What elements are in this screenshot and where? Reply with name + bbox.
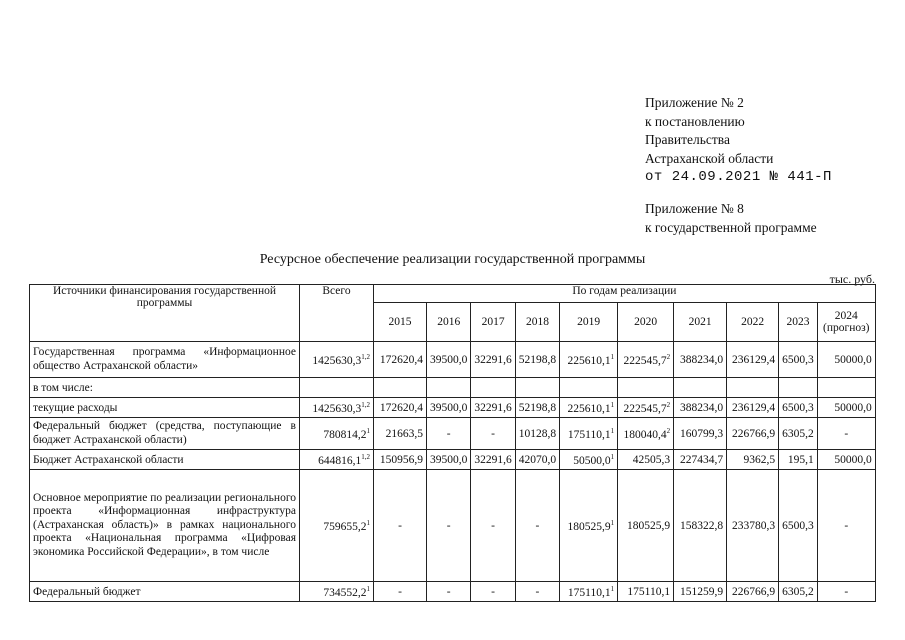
year-value <box>560 378 618 398</box>
year-value: 50000,0 <box>817 450 875 470</box>
year-value: 236129,4 <box>727 342 779 378</box>
unit-label: тыс. руб. <box>829 272 875 286</box>
appendix-line: Правительства <box>645 132 730 147</box>
row-source-name: Федеральный бюджет (средства, поступающие в бюджет Астраханской области) <box>30 418 300 450</box>
year-value: 10128,8 <box>515 418 559 450</box>
appendix-8-header <box>645 200 817 237</box>
year-value: 225610,1$^1$ <box>560 342 618 378</box>
year-value <box>618 378 674 398</box>
table-row <box>30 398 876 418</box>
year-value: 42070,0 <box>515 450 559 470</box>
row-source-name: текущие расходы <box>30 398 300 418</box>
row-total: 644816,1$^{1,2}$ <box>300 450 374 470</box>
footnote-mark: 1 <box>610 584 615 593</box>
year-value: 9362,5 <box>727 450 779 470</box>
year-header: 2016 <box>427 303 471 342</box>
year-value: 180040,4$^2$ <box>618 418 674 450</box>
year-value: 39500,0 <box>427 398 471 418</box>
year-value <box>374 378 427 398</box>
year-value: - <box>471 418 515 450</box>
appendix-line: к государственной программе <box>645 219 817 235</box>
footnote-mark: 2 <box>666 352 671 361</box>
header-source: Источники финансирования государственной программы <box>30 285 300 342</box>
header-years: По годам реализации <box>374 285 876 303</box>
year-header: 2021 <box>674 303 727 342</box>
year-value: 32291,6 <box>471 450 515 470</box>
year-header: 2015 <box>374 303 427 342</box>
row-total: 780814,2$^1$ <box>300 418 374 450</box>
year-value: 39500,0 <box>427 450 471 470</box>
year-value: 236129,4 <box>727 398 779 418</box>
year-value: 52198,8 <box>515 398 559 418</box>
year-value: 6500,3 <box>779 398 818 418</box>
footnote-mark: 1 <box>610 400 615 409</box>
table-row <box>30 450 876 470</box>
year-value: 32291,6 <box>471 398 515 418</box>
footnote-mark: 1 <box>366 518 370 527</box>
year-value: - <box>427 582 471 602</box>
table-row <box>30 470 876 582</box>
year-value: 233780,3 <box>727 470 779 582</box>
year-value: 388234,0 <box>674 398 727 418</box>
year-value: 225610,1$^1$ <box>560 398 618 418</box>
year-value: 39500,0 <box>427 342 471 378</box>
year-value: 175110,1 <box>618 582 674 602</box>
year-value <box>817 378 875 398</box>
year-value: 52198,8 <box>515 342 559 378</box>
year-value: - <box>427 418 471 450</box>
year-value: - <box>471 582 515 602</box>
year-value: 180525,9 <box>618 470 674 582</box>
table-row <box>30 582 876 602</box>
year-header: 2018 <box>515 303 559 342</box>
row-source-name: Бюджет Астраханской области <box>30 450 300 470</box>
appendix-line: Приложение № 8 <box>645 201 744 216</box>
row-total: 1425630,3$^{1,2}$ <box>300 398 374 418</box>
year-value: - <box>817 418 875 450</box>
row-total: 759655,2$^1$ <box>300 470 374 582</box>
year-value <box>471 378 515 398</box>
appendix-line: к постановлению <box>645 113 745 129</box>
footnote-mark: 2 <box>666 426 671 435</box>
year-value <box>427 378 471 398</box>
resource-table <box>29 284 876 602</box>
year-value: - <box>471 470 515 582</box>
row-source-name: Федеральный бюджет <box>30 582 300 602</box>
year-value <box>727 378 779 398</box>
year-value: 180525,9$^1$ <box>560 470 618 582</box>
year-value: 50000,0 <box>817 342 875 378</box>
year-value: - <box>374 470 427 582</box>
year-value: 50500,0$^1$ <box>560 450 618 470</box>
row-source-name: в том числе: <box>30 378 300 398</box>
footnote-mark: 1 <box>610 352 615 361</box>
row-total: 734552,2$^1$ <box>300 582 374 602</box>
year-value: 226766,9 <box>727 418 779 450</box>
year-value: 195,1 <box>779 450 818 470</box>
year-header: 2024 (прогноз) <box>817 303 875 342</box>
year-value: 21663,5 <box>374 418 427 450</box>
footnote-mark: 1,2 <box>361 400 370 409</box>
footnote-mark: 1,2 <box>361 452 370 461</box>
year-value: 6305,2 <box>779 582 818 602</box>
year-value: 222545,7$^2$ <box>618 398 674 418</box>
year-value: - <box>515 470 559 582</box>
appendix-header <box>645 94 832 187</box>
year-value: 6500,3 <box>779 470 818 582</box>
footnote-mark: 2 <box>666 400 671 409</box>
footnote-mark: 1 <box>610 452 615 461</box>
table-row <box>30 378 876 398</box>
year-value: 150956,9 <box>374 450 427 470</box>
year-value: 6305,2 <box>779 418 818 450</box>
year-value: 222545,7$^2$ <box>618 342 674 378</box>
year-value: - <box>427 470 471 582</box>
year-header: 2023 <box>779 303 818 342</box>
year-value: - <box>374 582 427 602</box>
year-value: 32291,6 <box>471 342 515 378</box>
year-value: 227434,7 <box>674 450 727 470</box>
year-value: - <box>515 582 559 602</box>
year-value: 172620,4 <box>374 398 427 418</box>
footnote-mark: 1 <box>366 426 370 435</box>
row-source-name: Государственная программа «Информационное общество Астраханской области» <box>30 342 300 378</box>
year-value: 226766,9 <box>727 582 779 602</box>
year-value: 160799,3 <box>674 418 727 450</box>
table-body <box>30 342 876 602</box>
year-header: 2017 <box>471 303 515 342</box>
year-value <box>515 378 559 398</box>
appendix-line: Приложение № 2 <box>645 95 744 110</box>
year-header: 2022 <box>727 303 779 342</box>
footnote-mark: 1 <box>610 426 615 435</box>
year-value: 6500,3 <box>779 342 818 378</box>
footnote-mark: 1 <box>610 518 615 527</box>
year-value: 50000,0 <box>817 398 875 418</box>
row-total: 1425630,3$^{1,2}$ <box>300 342 374 378</box>
appendix-line: Астраханской области <box>645 150 774 166</box>
table-row <box>30 342 876 378</box>
footnote-mark: 1 <box>366 584 370 593</box>
header-total: Всего <box>300 285 374 342</box>
year-value: 388234,0 <box>674 342 727 378</box>
appendix-date-number: от 24.09.2021 № 441-П <box>645 169 832 185</box>
year-value: 172620,4 <box>374 342 427 378</box>
year-value: 42505,3 <box>618 450 674 470</box>
year-header: 2020 <box>618 303 674 342</box>
year-value: 175110,1$^1$ <box>560 582 618 602</box>
document-title: Ресурсное обеспечение реализации государственной программы <box>259 252 646 267</box>
year-value: 175110,1$^1$ <box>560 418 618 450</box>
year-value <box>674 378 727 398</box>
table-row <box>30 418 876 450</box>
year-value: 151259,9 <box>674 582 727 602</box>
year-value: - <box>817 470 875 582</box>
row-source-name: Основное мероприятие по реализации регионального проекта «Информационная инфраструктура (Астраханская область)» в рамках национального проекта «Национальная программа «Цифровая экономика Российской Федерации», в том числе <box>30 470 300 582</box>
footnote-mark: 1,2 <box>361 352 370 361</box>
year-value: - <box>817 582 875 602</box>
year-header: 2019 <box>560 303 618 342</box>
year-value <box>779 378 818 398</box>
row-total <box>300 378 374 398</box>
year-value: 158322,8 <box>674 470 727 582</box>
